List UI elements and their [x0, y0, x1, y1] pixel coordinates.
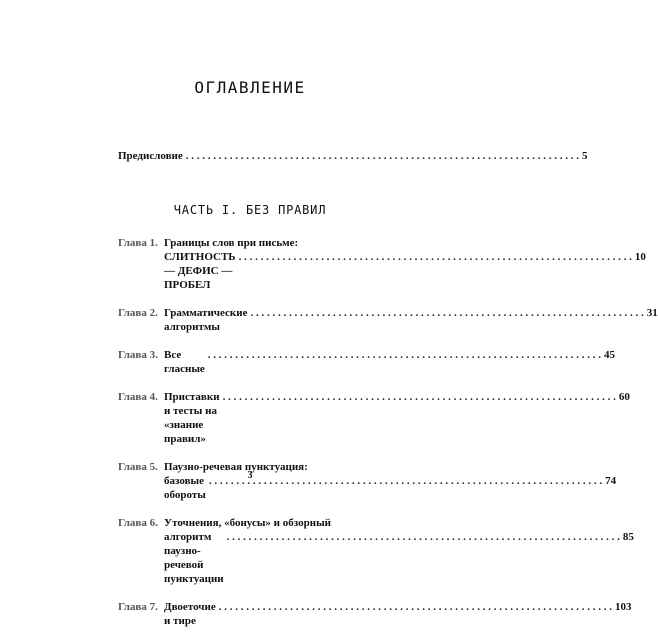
- chapter-page: 10: [634, 251, 646, 263]
- chapter-page: 74: [605, 475, 617, 487]
- chapter-title: Грамматические алгоритмы: [164, 307, 248, 333]
- toc-entry-preface[interactable]: [118, 150, 588, 162]
- toc-entry-chapter-7[interactable]: [118, 600, 632, 628]
- preface-page: 5: [582, 150, 588, 162]
- dot-leader: [227, 530, 620, 544]
- chapter-label: Глава 2.: [118, 307, 158, 319]
- chapter-title: Границы слов при письме:: [164, 237, 299, 249]
- toc-entry-chapter-5[interactable]: [118, 460, 617, 502]
- chapter-page: 45: [604, 349, 616, 361]
- chapter-title-line2: СЛИТНОСТЬ — ДЕФИС — ПРОБЕЛ: [164, 251, 236, 291]
- chapter-title: Паузно-речевая пунктуация:: [164, 461, 308, 473]
- chapter-title: Уточнения, «бонусы» и обзорный: [164, 517, 331, 529]
- chapter-label: Глава 6.: [118, 517, 158, 529]
- toc-title: ОГЛАВЛЕНИЕ: [194, 78, 306, 97]
- chapter-page: 31: [646, 307, 658, 319]
- preface-label: Предисловие: [118, 150, 183, 162]
- dot-leader: [239, 250, 632, 264]
- part-title: ЧАСТЬ I. БЕЗ ПРАВИЛ: [173, 203, 327, 217]
- dot-leader: [223, 390, 616, 404]
- page-number: 3: [247, 470, 253, 481]
- chapter-page: 85: [622, 531, 634, 543]
- dot-leader: [186, 150, 579, 162]
- chapter-label: Глава 4.: [118, 391, 158, 403]
- toc-entry-chapter-1[interactable]: [118, 236, 646, 292]
- chapter-label: Глава 7.: [118, 601, 158, 613]
- toc-entry-chapter-4[interactable]: [118, 390, 630, 446]
- chapter-title: Приставки и тесты на «знание правил»: [164, 391, 220, 445]
- dot-leader: [250, 306, 643, 320]
- chapter-page: 60: [618, 391, 630, 403]
- chapter-label: Глава 3.: [118, 349, 158, 361]
- chapter-title: Двоеточие и тире: [164, 601, 216, 627]
- chapter-title-line2: базовые обороты: [164, 475, 206, 501]
- toc-entry-chapter-2[interactable]: [118, 306, 658, 334]
- toc-entry-chapter-3[interactable]: [118, 348, 616, 376]
- chapter-list: [118, 236, 658, 642]
- dot-leader: [219, 600, 612, 614]
- chapter-title-line2: алгоритм паузно-речевой пунктуации: [164, 531, 224, 585]
- chapter-label: Глава 1.: [118, 237, 158, 249]
- chapter-title: Все гласные: [164, 349, 205, 375]
- toc-entry-chapter-6[interactable]: [118, 516, 634, 586]
- chapter-page: 103: [614, 601, 632, 613]
- dot-leader: [208, 348, 601, 362]
- chapter-label: Глава 5.: [118, 461, 158, 473]
